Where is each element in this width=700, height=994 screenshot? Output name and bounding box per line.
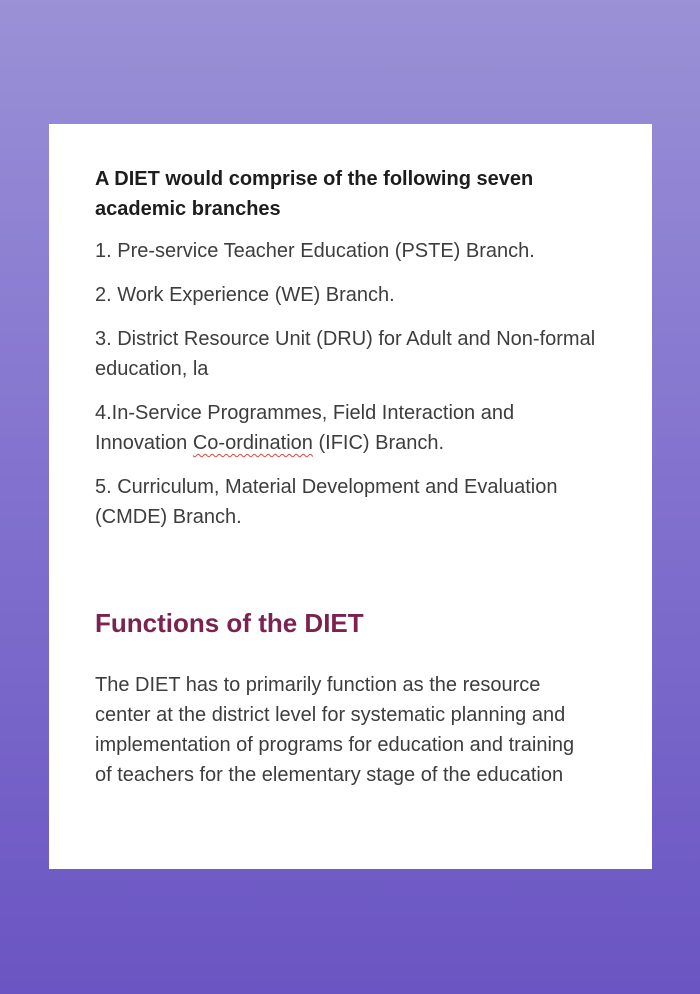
branch-item-we: 2. Work Experience (WE) Branch. xyxy=(95,284,395,306)
branch-item-ific-text-start: 4.In-Service Programmes, Field Interaction and Innovation xyxy=(95,402,515,454)
branch-item-cmde: 5. Curriculum, Material Development and Evaluation (CMDE) Branch. xyxy=(95,476,558,528)
content-card xyxy=(49,124,652,869)
branch-item-ific-text-end: (IFIC) Branch. xyxy=(312,432,445,454)
functions-section-body: The DIET has to primarily function as the resource center at the district level for systematic planning and implementation of programs for education and training of teachers for the elementary stage of the education xyxy=(95,674,575,786)
branch-list xyxy=(95,236,606,532)
branches-heading: A DIET would comprise of the following seven academic branches xyxy=(95,168,534,220)
branch-item-dru: 3. District Resource Unit (DRU) for Adult and Non-formal education, la xyxy=(95,328,596,380)
branch-item-ific xyxy=(95,398,606,458)
branch-item-pste: 1. Pre-service Teacher Education (PSTE) Branch. xyxy=(95,240,535,262)
spellcheck-flagged-word: Co-ordination xyxy=(192,432,313,454)
functions-section-title: Functions of the DIET xyxy=(95,608,364,638)
